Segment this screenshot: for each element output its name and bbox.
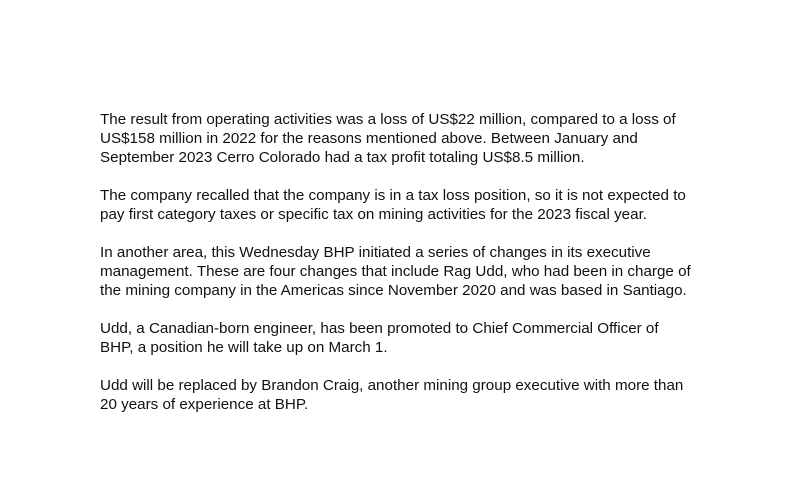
text-line: The company recalled that the company is in a tax loss position, so it is not expected to	[100, 187, 686, 204]
text-line: September 2023 Cerro Colorado had a tax profit totaling US$8.5 million.	[100, 149, 585, 166]
text-line: pay first category taxes or specific tax on mining activities for the 2023 fiscal year.	[100, 206, 648, 223]
text-line: BHP, a position he will take up on March 1.	[100, 339, 388, 356]
text-line: the mining company in the Americas since November 2020 and was based in Santiago.	[100, 282, 687, 299]
text-line: In another area, this Wednesday BHP initiated a series of changes in its executive	[100, 244, 651, 261]
paragraph-operating-result	[100, 110, 740, 167]
text-line: The result from operating activities was a loss of US$22 million, compared to a loss of	[100, 111, 676, 128]
paragraph-tax-position	[100, 186, 740, 224]
paragraph-executive-changes	[100, 243, 740, 300]
article-text	[100, 110, 740, 433]
text-line: Udd, a Canadian-born engineer, has been promoted to Chief Commercial Officer of	[100, 320, 659, 337]
text-line: Udd will be replaced by Brandon Craig, another mining group executive with more than	[100, 377, 684, 394]
text-line: US$158 million in 2022 for the reasons mentioned above. Between January and	[100, 130, 638, 147]
text-line: management. These are four changes that include Rag Udd, who had been in charge of	[100, 263, 691, 280]
text-line: 20 years of experience at BHP.	[100, 396, 309, 413]
paragraph-udd-promotion	[100, 319, 740, 357]
paragraph-replacement	[100, 376, 740, 414]
